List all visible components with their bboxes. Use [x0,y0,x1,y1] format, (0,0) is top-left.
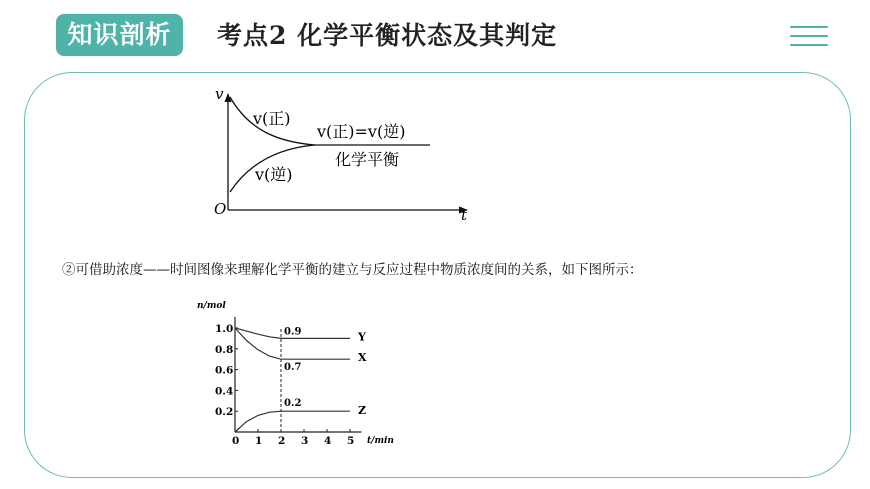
y-tick-label: 0.6 [215,364,234,377]
series-annotation-x: 0.7 [284,362,302,374]
description-text: ②可借助浓度——时间图像来理解化学平衡的建立与反应过程中物质浓度间的关系，如下图所示： [62,262,643,278]
reverse-rate-label: v(逆) [255,165,293,184]
x-tick-label: 3 [301,435,309,447]
chart-ylabel: n/mol [197,301,226,311]
series-line-z [235,411,350,432]
y-tick-label: 1.0 [215,323,234,335]
series-label-y: Y [358,330,366,344]
y-tick-label: 0.4 [215,385,234,398]
origin-label: O [214,200,227,218]
x-tick-label: 2 [278,435,286,447]
equal-rate-label: v(正)=v(逆) [317,122,406,141]
x-tick-label: 5 [347,435,355,447]
hamburger-menu-icon[interactable] [790,26,828,46]
series-label-x: X [358,351,367,365]
y-axis-label: v [215,85,224,103]
equilibrium-label: 化学平衡 [335,150,400,169]
page-title: 考点2 化学平衡状态及其判定 [217,21,558,50]
y-tick-label: 0.8 [215,343,234,356]
rate-time-diagram [205,82,485,227]
series-annotation-z: 0.2 [284,398,302,410]
x-tick-label: 0 [232,435,240,447]
x-tick-label: 4 [324,435,332,447]
series-annotation-y: 0.9 [284,326,302,338]
x-tick-label: 1 [255,435,263,447]
concentration-time-chart [195,296,415,448]
series-label-z: Z [358,404,367,418]
chart-xlabel: t/min [367,436,394,446]
y-tick-label: 0.2 [215,406,234,419]
x-axis-label: t [461,206,468,224]
section-badge: 知识剖析 [56,14,183,56]
forward-rate-label: v(正) [253,109,291,128]
